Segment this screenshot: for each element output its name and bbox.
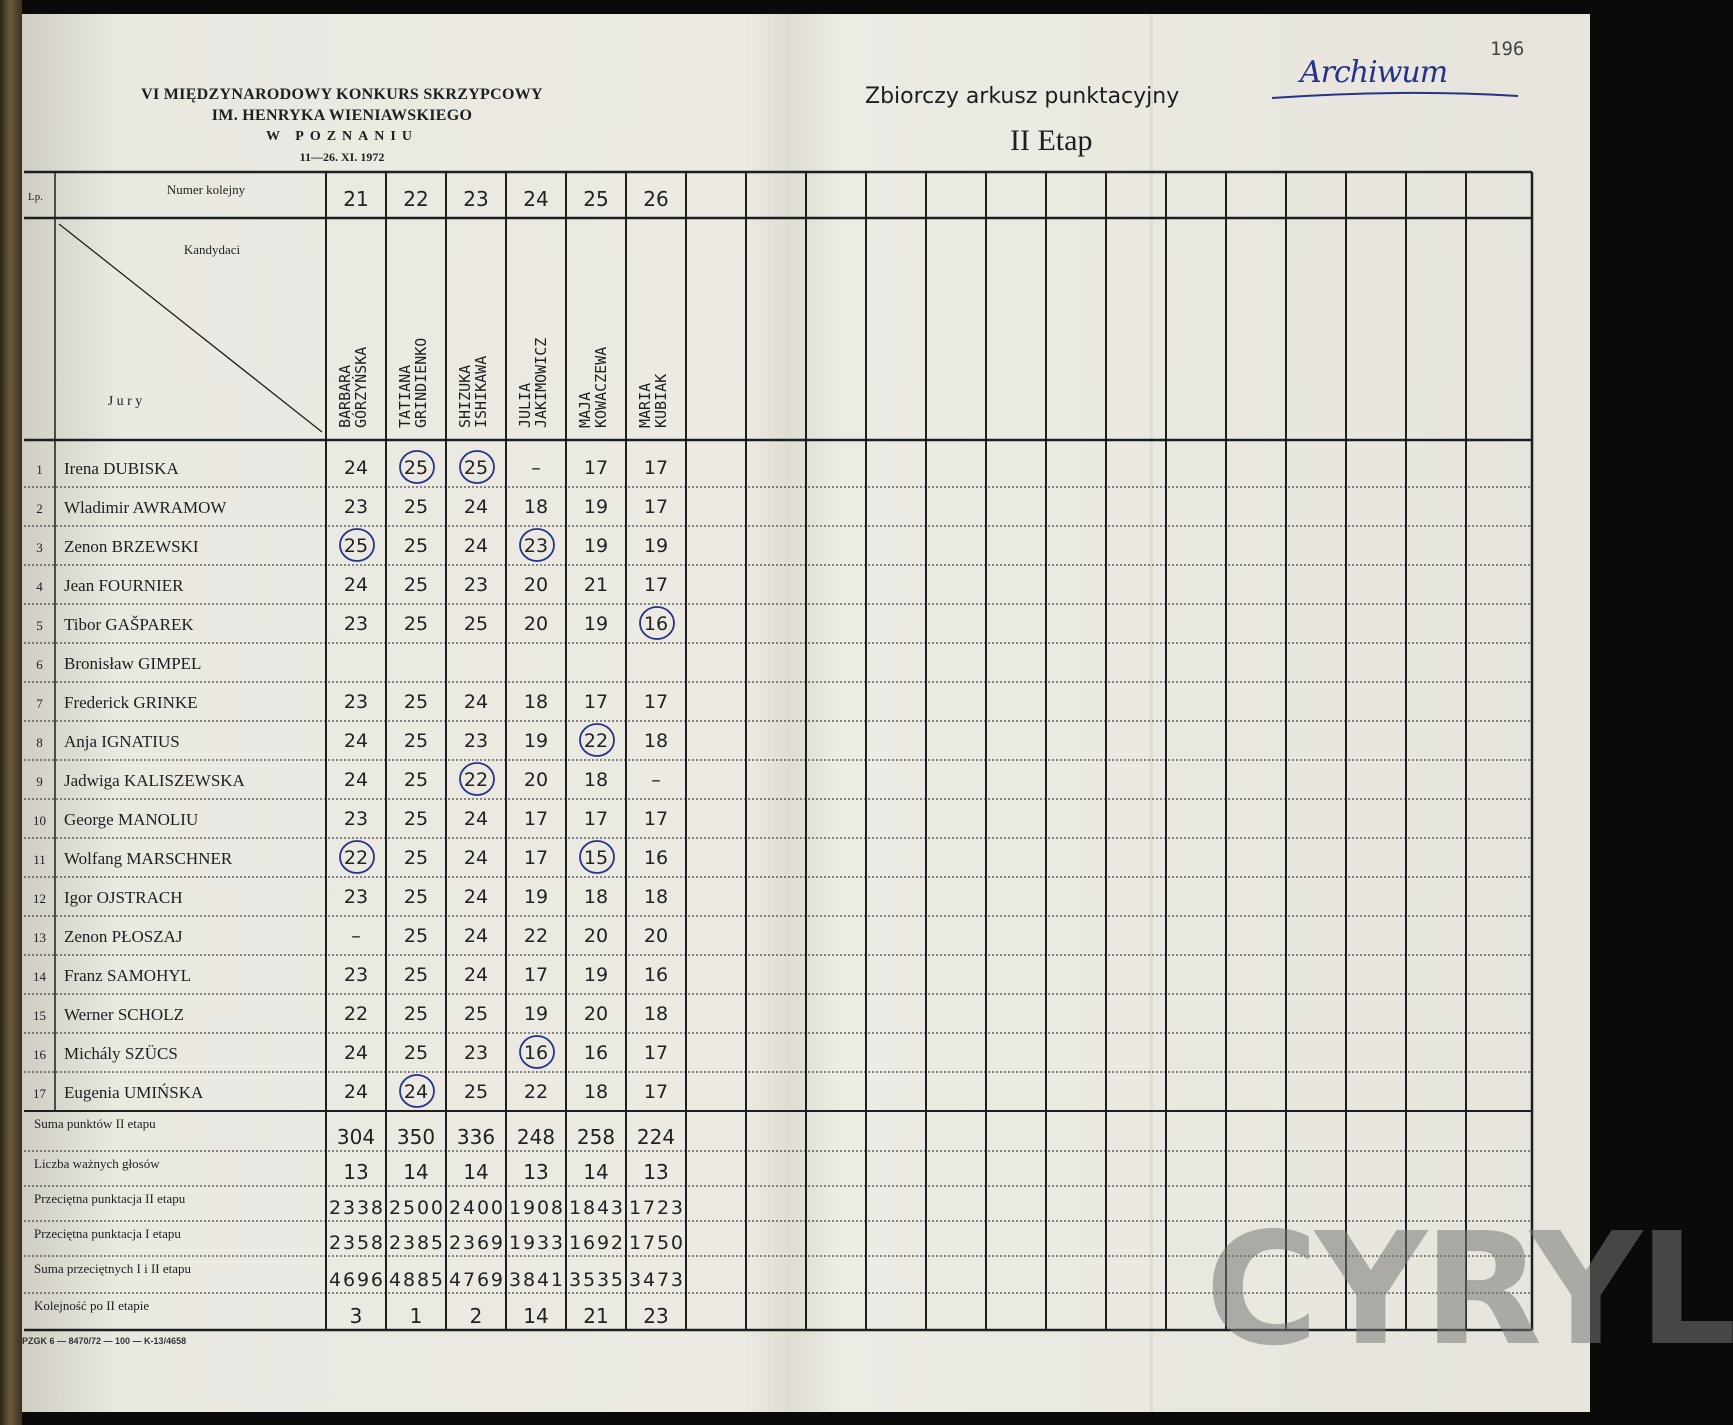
candidate-name: BARBARA — [336, 364, 354, 428]
summary-value: 13 — [523, 1160, 549, 1184]
score-value: 19 — [523, 886, 549, 908]
summary-value: 258 — [576, 1125, 616, 1149]
score-value: 18 — [643, 1003, 669, 1025]
score-value: 22 — [523, 925, 549, 947]
candidate-name: ISHIKAWA — [472, 355, 490, 428]
juror-name: Wolfang MARSCHNER — [64, 849, 233, 868]
score-value: 20 — [523, 613, 549, 635]
score-value: 25 — [403, 925, 429, 947]
score-value: 19 — [583, 964, 609, 986]
juror-name: Zenon PŁOSZAJ — [64, 927, 183, 946]
summary-label: Przeciętna punktacja II etapu — [34, 1191, 186, 1206]
candidate-name: GÓRZYŃSKA — [352, 346, 370, 428]
score-value: 18 — [523, 691, 549, 713]
score-value: 17 — [523, 847, 549, 869]
juror-name: Michály SZÜCS — [64, 1044, 178, 1063]
summary-value: 3473 — [629, 1269, 683, 1291]
score-value: 23 — [463, 730, 489, 752]
juror-number: 17 — [33, 1086, 46, 1101]
score-value: 23 — [463, 574, 489, 596]
candidate-number: 24 — [523, 187, 549, 211]
score-value: 25 — [403, 808, 429, 830]
summary-value: 13 — [643, 1160, 669, 1184]
juror-number: 16 — [33, 1047, 46, 1062]
score-value: 23 — [523, 535, 549, 557]
summary-value: 2400 — [449, 1197, 503, 1219]
candidate-name: MAJA — [576, 391, 594, 428]
score-value: 18 — [583, 886, 609, 908]
score-value: 20 — [643, 925, 669, 947]
summary-value: 2358 — [329, 1232, 383, 1254]
juror-name: Jadwiga KALISZEWSKA — [64, 771, 245, 790]
juror-name: Eugenia UMIŃSKA — [64, 1083, 204, 1102]
summary-value: 1750 — [629, 1232, 683, 1254]
summary-value: 1 — [409, 1304, 423, 1328]
score-value: 25 — [403, 691, 429, 713]
score-value: 18 — [523, 496, 549, 518]
summary-value: 350 — [396, 1125, 436, 1149]
score-value: 25 — [403, 535, 429, 557]
score-value: 24 — [463, 886, 489, 908]
score-value: 23 — [343, 691, 369, 713]
score-value: 17 — [643, 808, 669, 830]
summary-value: 3841 — [509, 1269, 563, 1291]
score-value: 25 — [403, 769, 429, 791]
score-value: 24 — [343, 730, 369, 752]
juror-name: Frederick GRINKE — [64, 693, 198, 712]
juror-name: Bronisław GIMPEL — [64, 654, 202, 673]
score-value: 25 — [403, 496, 429, 518]
juror-name: Werner SCHOLZ — [64, 1005, 184, 1024]
score-value: – — [351, 925, 361, 947]
juror-name: George MANOLIU — [64, 810, 199, 829]
juror-number: 12 — [33, 891, 46, 906]
candidate-number: 23 — [463, 187, 489, 211]
juror-number: 9 — [36, 774, 43, 789]
candidate-number: 22 — [403, 187, 429, 211]
score-value: 24 — [463, 496, 489, 518]
score-value: 24 — [463, 691, 489, 713]
summary-value: 2338 — [329, 1197, 383, 1219]
score-value: 25 — [403, 1042, 429, 1064]
juror-number: 10 — [33, 813, 46, 828]
summary-label: Suma przeciętnych I i II etapu — [34, 1261, 192, 1276]
score-value: 23 — [343, 496, 369, 518]
score-value: 22 — [343, 1003, 369, 1025]
summary-value: 224 — [636, 1125, 676, 1149]
header-line-3: W POZNANIU — [266, 129, 418, 144]
summary-value: 14 — [523, 1304, 549, 1328]
page-number: 196 — [1490, 38, 1525, 60]
score-value: 24 — [343, 457, 369, 479]
score-value: 16 — [523, 1042, 549, 1064]
summary-value: 14 — [583, 1160, 609, 1184]
header-line-1: VI MIĘDZYNARODOWY KONKURS SKRZYPCOWY — [141, 86, 543, 103]
jury-label: J u r y — [107, 394, 143, 409]
summary-label: Liczba ważnych głosów — [34, 1156, 160, 1171]
summary-value: 1908 — [509, 1197, 563, 1219]
score-value: 24 — [343, 574, 369, 596]
summary-value: 14 — [403, 1160, 429, 1184]
score-value: 17 — [643, 1081, 669, 1103]
score-value: 22 — [463, 769, 489, 791]
summary-label: Przeciętna punktacja I etapu — [34, 1226, 181, 1241]
juror-number: 15 — [33, 1008, 46, 1023]
score-value: 25 — [463, 1081, 489, 1103]
juror-number: 6 — [36, 657, 43, 672]
summary-value: 3535 — [569, 1269, 623, 1291]
candidate-number: 25 — [583, 187, 609, 211]
score-value: 19 — [583, 535, 609, 557]
candidate-name: KUBIAK — [652, 373, 670, 428]
score-value: 17 — [643, 691, 669, 713]
score-value: 20 — [523, 769, 549, 791]
juror-number: 3 — [36, 540, 43, 555]
score-value: 24 — [403, 1081, 429, 1103]
summary-label: Kolejność po II etapie — [34, 1298, 150, 1313]
score-value: 25 — [463, 457, 489, 479]
score-value: 25 — [403, 730, 429, 752]
score-value: 23 — [343, 964, 369, 986]
summary-value: 3 — [349, 1304, 363, 1328]
summary-value: 2385 — [389, 1232, 443, 1254]
juror-number: 1 — [36, 462, 43, 477]
juror-number: 4 — [36, 579, 43, 594]
score-value: 18 — [643, 730, 669, 752]
score-value: 17 — [583, 457, 609, 479]
summary-value: 4696 — [329, 1269, 383, 1291]
candidate-name: TATIANA — [396, 364, 414, 428]
score-value: 19 — [643, 535, 669, 557]
juror-number: 2 — [36, 501, 43, 516]
score-value: 24 — [343, 769, 369, 791]
summary-value: 2 — [469, 1304, 483, 1328]
score-value: 22 — [583, 730, 609, 752]
juror-name: Zenon BRZEWSKI — [64, 537, 199, 556]
score-value: 25 — [403, 1003, 429, 1025]
summary-value: 304 — [336, 1125, 376, 1149]
score-value: 15 — [583, 847, 609, 869]
lp-label: Lp. — [28, 191, 43, 203]
score-value: 24 — [343, 1042, 369, 1064]
score-value: 16 — [583, 1042, 609, 1064]
juror-number: 7 — [36, 696, 43, 711]
juror-number: 14 — [33, 969, 46, 984]
summary-value: 248 — [516, 1125, 556, 1149]
score-value: 17 — [523, 808, 549, 830]
candidate-name: KOWACZEWA — [592, 346, 610, 428]
score-value: 20 — [583, 925, 609, 947]
score-value: 24 — [463, 535, 489, 557]
score-value: 19 — [583, 496, 609, 518]
score-value: 17 — [643, 1042, 669, 1064]
score-value: 17 — [523, 964, 549, 986]
score-value: 24 — [463, 808, 489, 830]
candidate-name: MARIA — [636, 382, 654, 428]
candidate-name: JAKIMOWICZ — [532, 337, 550, 428]
score-value: 17 — [643, 457, 669, 479]
score-value: 17 — [643, 496, 669, 518]
score-value: 23 — [463, 1042, 489, 1064]
juror-number: 8 — [36, 735, 43, 750]
score-value: 25 — [403, 886, 429, 908]
summary-value: 13 — [343, 1160, 369, 1184]
candidate-name: SHIZUKA — [456, 364, 474, 428]
juror-number: 11 — [33, 852, 46, 867]
score-value: – — [651, 769, 661, 791]
summary-value: 2500 — [389, 1197, 443, 1219]
summary-value: 14 — [463, 1160, 489, 1184]
score-value: 23 — [343, 613, 369, 635]
juror-name: Anja IGNATIUS — [64, 732, 180, 751]
score-value: 18 — [583, 1081, 609, 1103]
score-value: 25 — [343, 535, 369, 557]
score-value: 18 — [643, 886, 669, 908]
score-value: 25 — [403, 964, 429, 986]
score-value: 19 — [523, 1003, 549, 1025]
juror-number: 5 — [36, 618, 43, 633]
candidate-name: JULIA — [516, 382, 534, 428]
candidate-number: 26 — [643, 187, 669, 211]
summary-value: 1723 — [629, 1197, 683, 1219]
score-value: 25 — [463, 1003, 489, 1025]
score-value: 21 — [583, 574, 609, 596]
header-line-2: IM. HENRYKA WIENIAWSKIEGO — [211, 107, 473, 124]
score-value: 17 — [583, 691, 609, 713]
score-value: 16 — [643, 847, 669, 869]
score-value: 24 — [463, 925, 489, 947]
juror-name: Irena DUBISKA — [64, 459, 179, 478]
summary-label: Suma punktów II etapu — [34, 1116, 156, 1131]
summary-value: 1692 — [569, 1232, 623, 1254]
juror-name: Wladimir AWRAMOW — [64, 498, 227, 517]
score-value: 22 — [343, 847, 369, 869]
score-value: 25 — [403, 574, 429, 596]
juror-name: Tibor GAŠPAREK — [64, 615, 194, 634]
score-value: 24 — [343, 1081, 369, 1103]
summary-value: 1843 — [569, 1197, 623, 1219]
score-value: 24 — [463, 964, 489, 986]
summary-value: 2369 — [449, 1232, 503, 1254]
header-line-4: 11—26. XI. 1972 — [299, 150, 385, 164]
candidate-number: 21 — [343, 187, 369, 211]
score-value: 23 — [343, 808, 369, 830]
numer-label: Numer kolejny — [166, 182, 246, 197]
summary-value: 4769 — [449, 1269, 503, 1291]
score-value: 16 — [643, 613, 669, 635]
score-value: 22 — [523, 1081, 549, 1103]
summary-value: 1933 — [509, 1232, 563, 1254]
score-value: 23 — [343, 886, 369, 908]
candidate-name: GRINDIENKO — [412, 337, 430, 428]
juror-number: 13 — [33, 930, 46, 945]
score-value: 19 — [583, 613, 609, 635]
score-value: 17 — [643, 574, 669, 596]
juror-name: Igor OJSTRACH — [64, 888, 183, 907]
stage-title: II Etap — [1010, 124, 1093, 157]
score-value: 18 — [583, 769, 609, 791]
score-value: 25 — [403, 847, 429, 869]
score-value: 17 — [583, 808, 609, 830]
summary-value: 336 — [456, 1125, 496, 1149]
score-value: 20 — [523, 574, 549, 596]
score-value: 25 — [403, 613, 429, 635]
summary-value: 23 — [643, 1304, 669, 1328]
score-value: 25 — [463, 613, 489, 635]
print-footer: PZGK 6 — 8470/72 — 100 — K-13/4658 — [22, 1336, 187, 1346]
score-value: – — [531, 457, 541, 479]
watermark-logo: CYRYL — [1205, 1199, 1733, 1380]
score-value: 24 — [463, 847, 489, 869]
score-value: 16 — [643, 964, 669, 986]
score-value: 20 — [583, 1003, 609, 1025]
archive-note: Archiwum — [1300, 55, 1448, 90]
sheet-title: Zbiorczy arkusz punktacyjny — [865, 84, 1180, 109]
score-value: 25 — [403, 457, 429, 479]
kandydaci-label: Kandydaci — [183, 242, 241, 257]
juror-name: Franz SAMOHYL — [64, 966, 192, 985]
summary-value: 21 — [583, 1304, 609, 1328]
summary-value: 4885 — [389, 1269, 443, 1291]
score-value: 19 — [523, 730, 549, 752]
juror-name: Jean FOURNIER — [64, 576, 184, 595]
